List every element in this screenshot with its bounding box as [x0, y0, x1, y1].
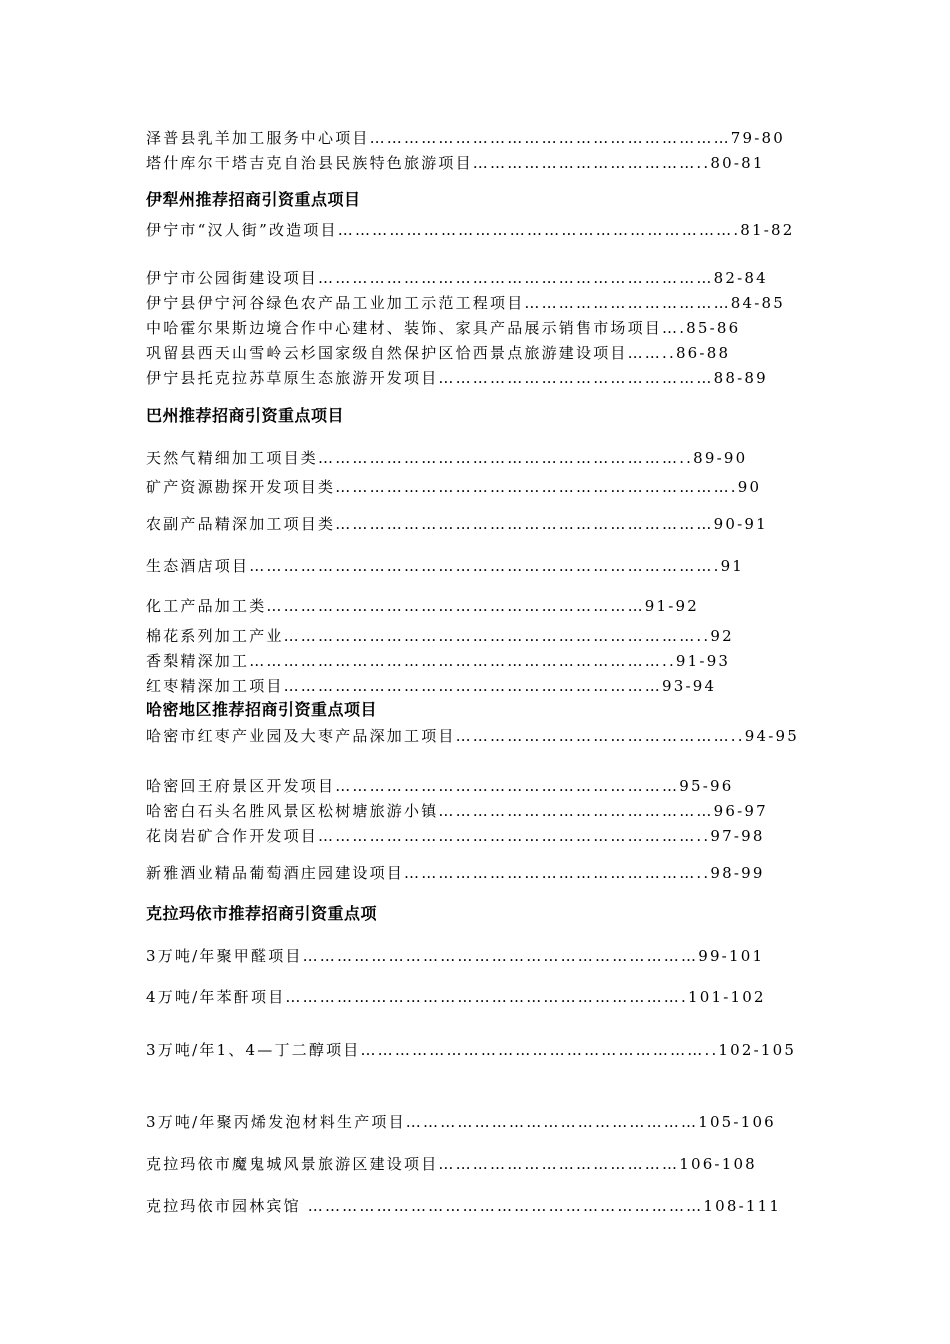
toc-entry: 克拉玛依市魔鬼城风景旅游区建设项目……………………………………106-108	[146, 1155, 757, 1173]
toc-entry: 新雅酒业精品葡萄酒庄园建设项目……………………………………………..98-99	[146, 864, 765, 882]
toc-entry: 塔什库尔干塔吉克自治县民族特色旅游项目…………………………………..80-81	[146, 154, 765, 172]
toc-entry: 哈密回王府景区开发项目……………………………………………………95-96	[146, 777, 734, 795]
toc-entry: 花岗岩矿合作开发项目…………………………………………………………..97-98	[146, 827, 765, 845]
toc-entry: 伊宁县托克拉苏草原生态旅游开发项目…………………………………………88-89	[146, 369, 768, 387]
toc-entry: 哈密白石头名胜风景区松树塘旅游小镇…………………………………………96-97	[146, 802, 768, 820]
toc-entry: 泽普县乳羊加工服务中心项目………………………………………………………79-80	[146, 129, 786, 147]
toc-entry: 伊宁市“汉人街”改造项目…………………………………………………………….81-82	[146, 221, 795, 239]
toc-entry: 农副产品精深加工项目类…………………………………………………………90-91	[146, 515, 768, 533]
toc-entry: 棉花系列加工产业………………………………………………………………..92	[146, 627, 734, 645]
toc-entry: 3万吨/年聚甲醛项目……………………………………………………………99-101	[146, 947, 765, 965]
toc-entry: 红枣精深加工项目…………………………………………………………93-94	[146, 677, 717, 695]
section-heading: 伊犁州推荐招商引资重点项目	[146, 190, 361, 209]
toc-entry: 香梨精深加工………………………………………………………………..91-93	[146, 652, 731, 670]
toc-entry: 中哈霍尔果斯边境合作中心建材、装饰、家具产品展示销售市场项目….85-86	[146, 319, 741, 337]
toc-entry: 生态酒店项目……………………………………………………………………….91	[146, 557, 745, 575]
section-heading: 巴州推荐招商引资重点项目	[146, 406, 345, 425]
toc-entry: 3万吨/年1、4—丁二醇项目……………………………………………………..102-105	[146, 1041, 797, 1059]
toc-entry: 4万吨/年苯酐项目…………………………………………………………….101-102	[146, 988, 766, 1006]
toc-entry: 伊宁市公园街建设项目……………………………………………………………82-84	[146, 269, 768, 287]
toc-entry: 3万吨/年聚丙烯发泡材料生产项目……………………………………………105-106	[146, 1113, 776, 1131]
toc-entry: 哈密市红枣产业园及大枣产品深加工项目…………………………………………..94-95	[146, 727, 799, 745]
toc-entry: 伊宁县伊宁河谷绿色农产品工业加工示范工程项目………………………………84-85	[146, 294, 786, 312]
section-heading: 克拉玛依市推荐招商引资重点项	[146, 904, 378, 923]
section-heading: 哈密地区推荐招商引资重点项目	[146, 700, 378, 719]
toc-entry: 巩留县西天山雪岭云杉国家级自然保护区恰西景点旅游建设项目……..86-88	[146, 344, 731, 362]
toc-entry: 化工产品加工类…………………………………………………………91-92	[146, 597, 700, 615]
toc-entry: 天然气精细加工项目类………………………………………………………..89-90	[146, 449, 748, 467]
toc-entry: 克拉玛依市园林宾馆 ……………………………………………………………108-111	[146, 1197, 782, 1215]
toc-entry: 矿产资源勘探开发项目类…………………………………………………………….90	[146, 478, 762, 496]
